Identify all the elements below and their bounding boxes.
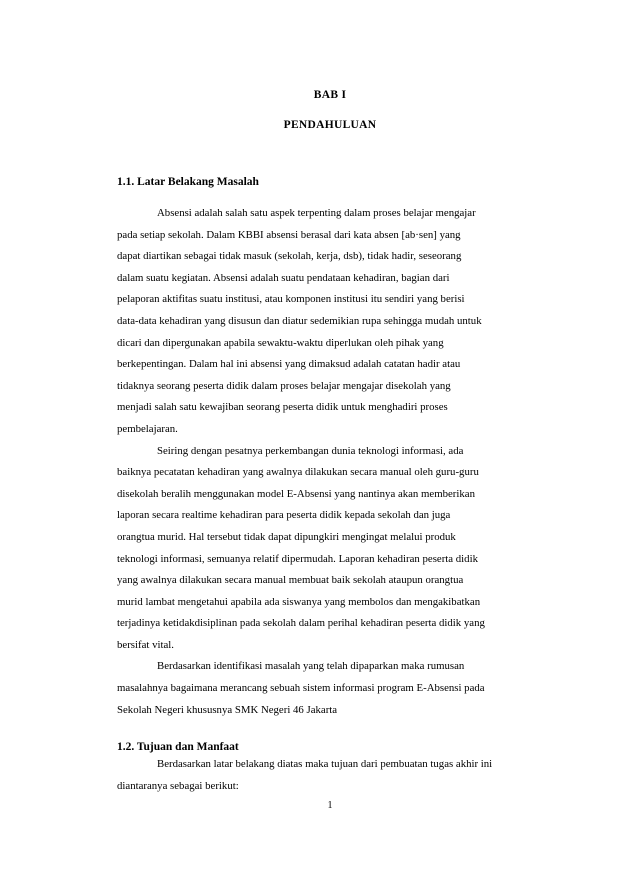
text-line: teknologi informasi, semuanya relatif dipermudah. Laporan kehadiran peserta didik bbox=[117, 552, 478, 565]
text-line: berkepentingan. Dalam hal ini absensi yang dimaksud adalah catatan hadir atau bbox=[117, 358, 461, 371]
text-line: menjadi salah satu kewajiban seorang peserta didik untuk menghadiri proses bbox=[117, 401, 448, 414]
text-line: Berdasarkan latar belakang diatas maka tujuan dari pembuatan tugas akhir ini bbox=[157, 758, 493, 770]
text-line: murid lambat mengetahui apabila ada siswanya yang membolos dan mengakibatkan bbox=[117, 595, 481, 608]
text-line: diantaranya sebagai berikut: bbox=[117, 779, 239, 792]
chapter-title: PENDAHULUAN bbox=[283, 119, 377, 131]
text-line: Berdasarkan identifikasi masalah yang telah dipaparkan maka rumusan bbox=[157, 660, 465, 673]
text-line: baiknya pecatatan kehadiran yang awalnya dilakukan secara manual oleh guru-guru bbox=[117, 466, 479, 479]
text-line: Absensi adalah salah satu aspek terpenting dalam proses belajar mengajar bbox=[157, 207, 476, 219]
section-body-1-2 bbox=[117, 754, 547, 797]
text-line: dalam suatu kegiatan. Absensi adalah suatu pendataan kehadiran, bagian dari bbox=[117, 271, 450, 284]
text-line: laporan secara realtime kehadiran para peserta didik kepada sekolah dan juga bbox=[117, 509, 451, 522]
text-line: dapat diartikan sebagai tidak masuk (sekolah, kerja, dsb), tidak hadir, seseorang bbox=[117, 250, 462, 263]
text-line: Seiring dengan pesatnya perkembangan dunia teknologi informasi, ada bbox=[157, 444, 464, 457]
text-line: dicari dan dipergunakan apabila sewaktu-waktu diperlukan oleh pihak yang bbox=[117, 336, 444, 349]
section-heading-1-2: 1.2. Tujuan dan Manfaat bbox=[117, 741, 239, 753]
text-line: pada setiap sekolah. Dalam KBBI absensi berasal dari kata absen [ab·sen] yang bbox=[117, 228, 461, 241]
text-line: data-data kehadiran yang disusun dan diatur sedemikian rupa sehingga mudah untuk bbox=[117, 314, 482, 327]
chapter-label: BAB I bbox=[313, 89, 347, 101]
text-line: terjadinya ketidakdisiplinan pada sekolah dalam perihal kehadiran peserta didik yang bbox=[117, 617, 485, 630]
text-line: masalahnya bagaimana merancang sebuah sistem informasi program E-Absensi pada bbox=[117, 682, 485, 695]
section-body-1-1 bbox=[117, 203, 547, 721]
text-line: disekolah beralih menggunakan model E-Absensi yang nantinya akan memberikan bbox=[117, 487, 475, 500]
text-line: tidaknya seorang peserta didik dalam proses belajar mengajar disekolah yang bbox=[117, 379, 451, 392]
text-line: bersifat vital. bbox=[117, 638, 174, 651]
text-line: pelaporan aktifitas suatu institusi, atau komponen institusi itu sendiri yang berisi bbox=[117, 293, 465, 306]
text-line: pembelajaran. bbox=[117, 422, 178, 435]
text-line: Sekolah Negeri khususnya SMK Negeri 46 Jakarta bbox=[117, 703, 338, 716]
section-heading-1-1: 1.1. Latar Belakang Masalah bbox=[117, 176, 259, 188]
text-line: orangtua murid. Hal tersebut tidak dapat dipungkiri mengingat melalui produk bbox=[117, 530, 456, 543]
page-number: 1 bbox=[327, 800, 333, 811]
text-line: yang awalnya dilakukan secara manual membuat baik sekolah ataupun orangtua bbox=[117, 574, 464, 587]
